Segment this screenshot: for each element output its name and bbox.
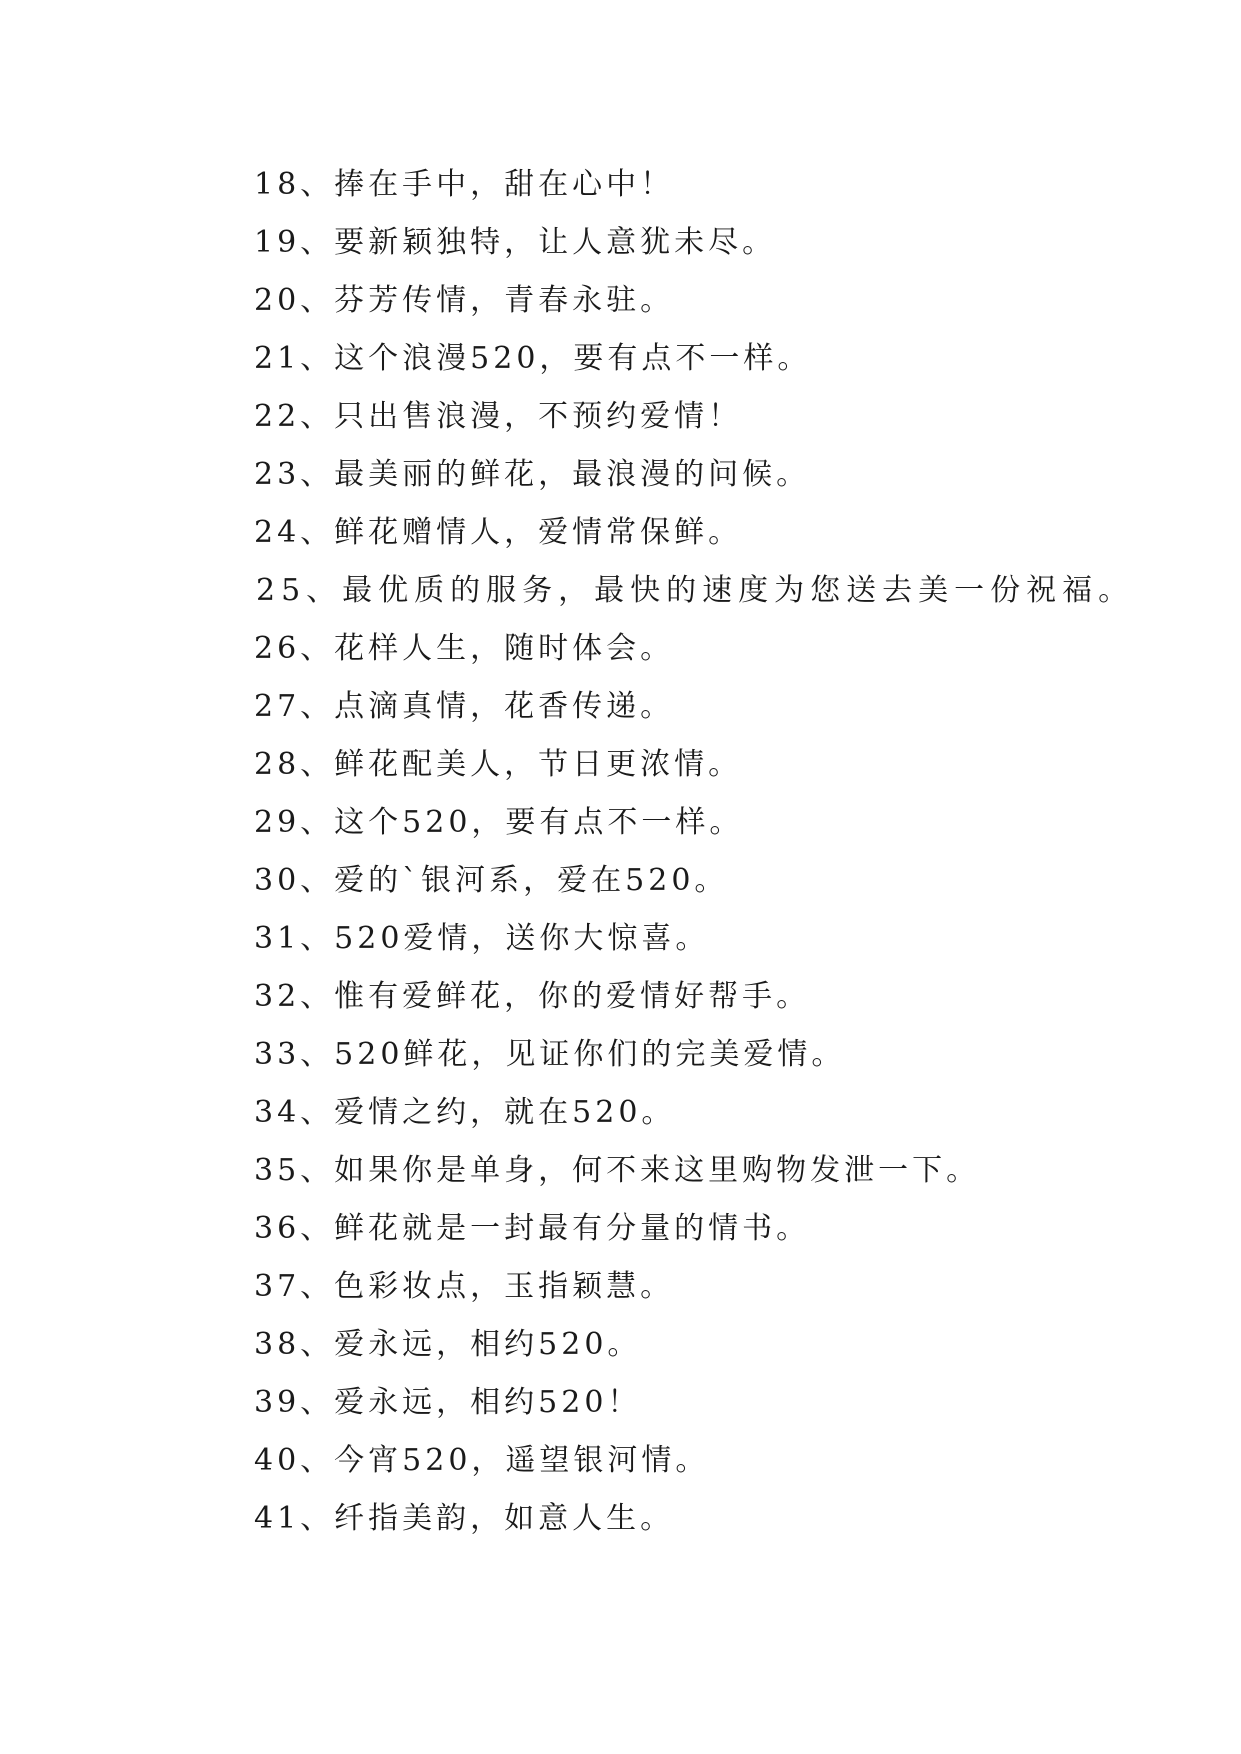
slogan-line-34: 34、爱情之约，就在520。 <box>254 1095 676 1130</box>
slogan-line-35: 35、如果你是单身，何不来这里购物发泄一下。 <box>254 1153 981 1188</box>
slogan-line-31: 31、520爱情，送你大惊喜。 <box>254 921 710 956</box>
slogan-line-23: 23、最美丽的鲜花，最浪漫的问候。 <box>254 457 811 492</box>
slogan-list <box>254 156 1134 1548</box>
slogan-line-20: 20、芬芳传情，青春永驻。 <box>254 283 675 318</box>
slogan-line-30: 30、爱的`银河系，爱在520。 <box>254 863 729 898</box>
slogan-line-40: 40、今宵520，遥望银河情。 <box>254 1443 710 1478</box>
slogan-line-26: 26、花样人生，随时体会。 <box>254 631 675 666</box>
slogan-line-33: 33、520鲜花，见证你们的完美爱情。 <box>254 1037 846 1072</box>
slogan-line-22: 22、只出售浪漫，不预约爱情！ <box>254 399 743 434</box>
slogan-line-28: 28、鲜花配美人，节日更浓情。 <box>254 747 743 782</box>
slogan-line-18: 18、捧在手中，甜在心中！ <box>254 167 675 202</box>
slogan-line-24: 24、鲜花赠情人，爱情常保鲜。 <box>254 515 743 550</box>
slogan-line-19: 19、要新颖独特，让人意犹未尽。 <box>254 225 777 260</box>
slogan-line-29: 29、这个520，要有点不一样。 <box>254 805 744 840</box>
slogan-line-25: 25、最优质的服务，最快的速度为您送去美一份祝福。 <box>256 573 1135 608</box>
slogan-line-38: 38、爱永远，相约520。 <box>254 1327 642 1362</box>
slogan-line-27: 27、点滴真情，花香传递。 <box>254 689 675 724</box>
slogan-line-36: 36、鲜花就是一封最有分量的情书。 <box>254 1211 811 1246</box>
slogan-line-39: 39、爱永远，相约520！ <box>254 1385 642 1420</box>
slogan-line-41: 41、纤指美韵，如意人生。 <box>254 1501 675 1536</box>
slogan-line-32: 32、惟有爱鲜花，你的爱情好帮手。 <box>254 979 811 1014</box>
slogan-line-37: 37、色彩妆点，玉指颖慧。 <box>254 1269 675 1304</box>
slogan-line-21: 21、这个浪漫520，要有点不一样。 <box>254 341 812 376</box>
